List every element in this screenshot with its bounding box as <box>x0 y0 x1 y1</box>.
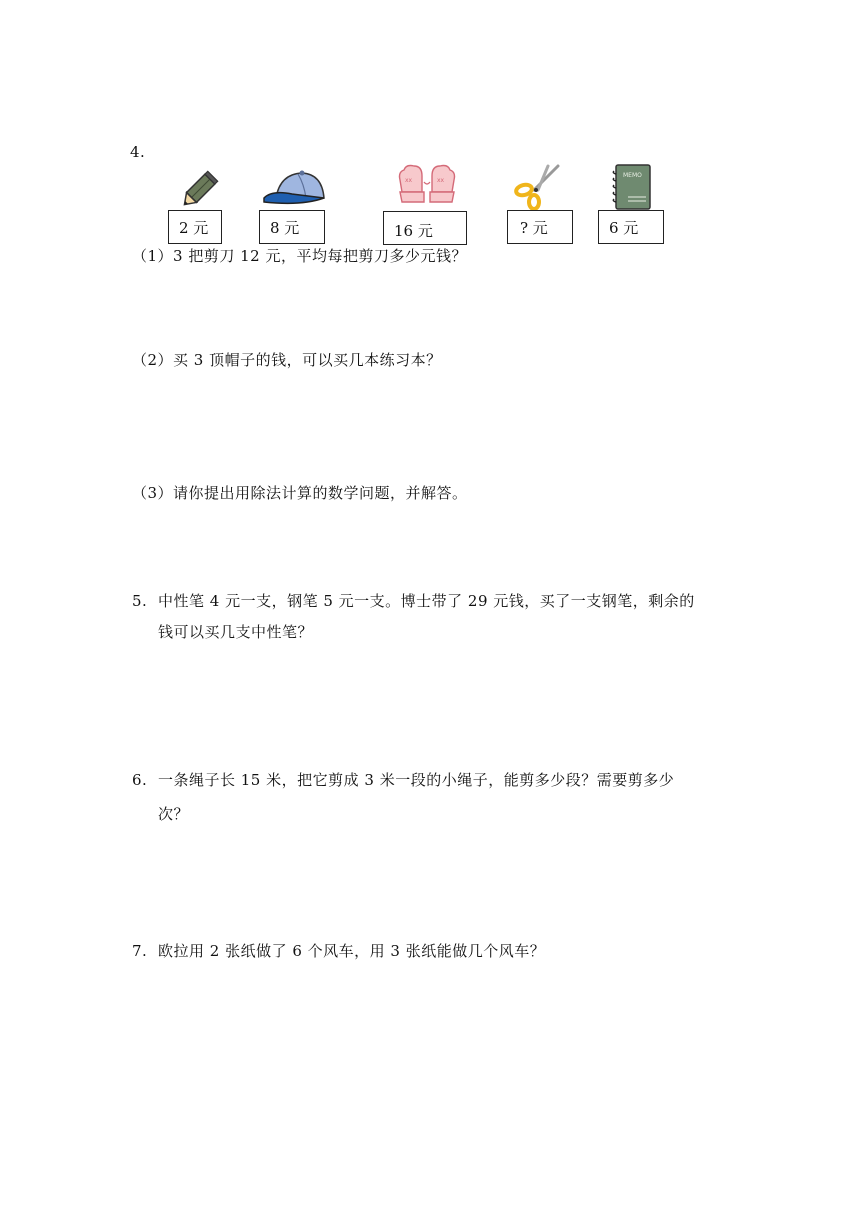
question-6-line-1: 一条绳子长 15 米，把它剪成 3 米一段的小绳子，能剪多少段？需要剪多少 <box>158 771 675 789</box>
mittens-icon <box>396 162 458 210</box>
question-6-number: 6. <box>132 771 148 789</box>
q4-subquestion-3: （3）请你提出用除法计算的数学问题，并解答。 <box>132 484 468 502</box>
question-4-number: 4. <box>130 143 146 161</box>
question-5-number: 5. <box>132 592 148 610</box>
question-7-number: 7. <box>132 942 148 960</box>
q4-subquestion-2: （2）买 3 顶帽子的钱，可以买几本练习本？ <box>132 351 442 369</box>
svg-text:xx: xx <box>437 177 445 184</box>
scissors-icon <box>512 164 562 210</box>
price-box-mittens: 16 元 <box>383 211 467 245</box>
q4-subquestion-1: （1）3 把剪刀 12 元，平均每把剪刀多少元钱？ <box>132 247 467 265</box>
pencil-icon <box>178 168 222 210</box>
cap-icon <box>262 168 328 208</box>
svg-text:xx: xx <box>405 177 413 184</box>
price-box-cap: 8 元 <box>259 210 325 244</box>
price-box-pencil: 2 元 <box>168 210 222 244</box>
memo-label: MEMO <box>623 172 642 179</box>
question-5-line-1: 中性笔 4 元一支，钢笔 5 元一支。博士带了 29 元钱，买了一支钢笔，剩余的 <box>158 592 695 610</box>
memo-notebook-icon <box>610 163 654 211</box>
question-5-line-2: 钱可以买几支中性笔？ <box>158 623 314 641</box>
price-box-scissors: ? 元 <box>507 210 573 244</box>
question-7-line-1: 欧拉用 2 张纸做了 6 个风车，用 3 张纸能做几个风车？ <box>158 942 546 960</box>
question-6-line-2: 次？ <box>158 805 190 823</box>
price-box-notebook: 6 元 <box>598 210 664 244</box>
